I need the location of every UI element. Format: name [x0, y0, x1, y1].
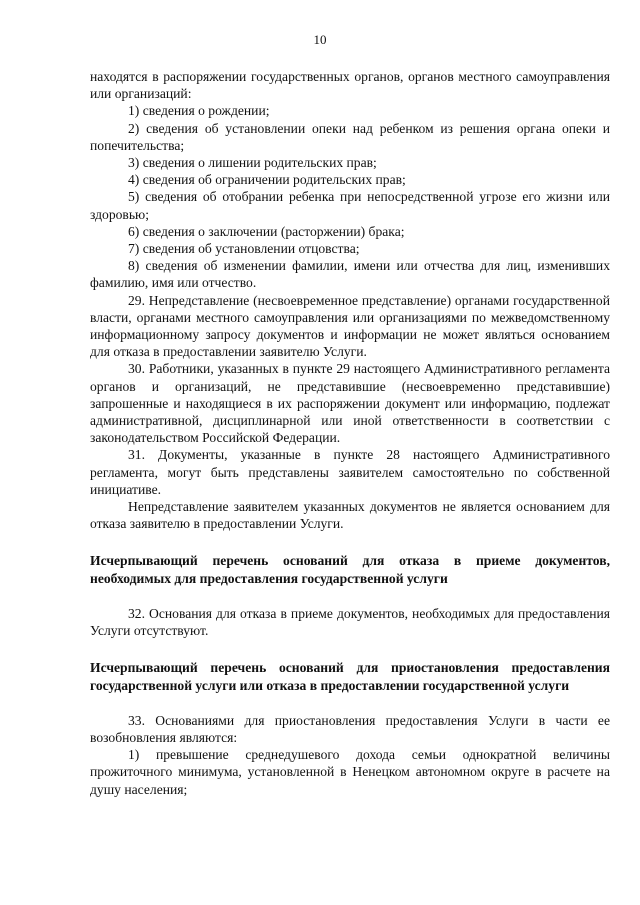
list-item: 1) сведения о рождении; [128, 103, 270, 119]
list-item: 8) сведения об изменении фамилии, имени или отчества для лиц, изменивших фамилию, имя или отчество. [90, 258, 610, 291]
list-item: 7) сведения об установлении отцовства; [128, 241, 360, 257]
list-item: 6) сведения о заключении (расторжении) брака; [128, 223, 405, 239]
paragraph-29: 29. Непредставление (несвоевременное представление) органами государственной власти, органами местного самоуправления или организациями по межведомственному информационному запросу документов и информации не может являться основанием для отказа в предоставлении заявителю Услуги. [90, 292, 610, 360]
list-item: 1) превышение среднедушевого дохода семьи однократной величины прожиточного минимума, установленной в Ненецком автономном округе в расчете на душу населения; [90, 747, 610, 797]
section-heading-refusal-documents: Исчерпывающий перечень оснований для отказа в приеме документов, необходимых для предоставления государственной услуги [90, 553, 610, 586]
list-item: 2) сведения об установлении опеки над ребенком из решения органа опеки и попечительства; [90, 120, 610, 153]
paragraph-33: 33. Основаниями для приостановления предоставления Услуги в части ее возобновления являются: [90, 712, 610, 745]
paragraph-31-continued: Непредставление заявителем указанных документов не является основанием для отказа заявителю в предоставлении Услуги. [90, 499, 610, 532]
page-number: 10 [313, 32, 327, 47]
document-body [90, 68, 610, 798]
list-item: 4) сведения об ограничении родительских прав; [128, 172, 406, 188]
section-heading-suspension: Исчерпывающий перечень оснований для приостановления предоставления государственной услуги или отказа в предоставлении государственной услуги [90, 660, 610, 693]
paragraph-31: 31. Документы, указанные в пункте 28 настоящего Административного регламента, могут быть представлены заявителем самостоятельно по собственной инициативе. [90, 447, 610, 497]
paragraph: находятся в распоряжении государственных органов, органов местного самоуправления или организаций: [90, 69, 610, 102]
list-item: 3) сведения о лишении родительских прав; [128, 155, 377, 171]
list-item: 5) сведения об отобрании ребенка при непосредственной угрозе его жизни или здоровью; [90, 189, 610, 222]
paragraph-32: 32. Основания для отказа в приеме документов, необходимых для предоставления Услуги отсутствуют. [90, 605, 610, 639]
paragraph-30: 30. Работники, указанных в пункте 29 настоящего Административного регламента органов и организаций, не представившие (несвоевременно представившие) запрошенные и находящиеся в их распоряжении документ или информацию, подлежат административной, дисциплинарной или иной ответственности в соответствии с законодательством Российской Федерации. [90, 361, 610, 446]
